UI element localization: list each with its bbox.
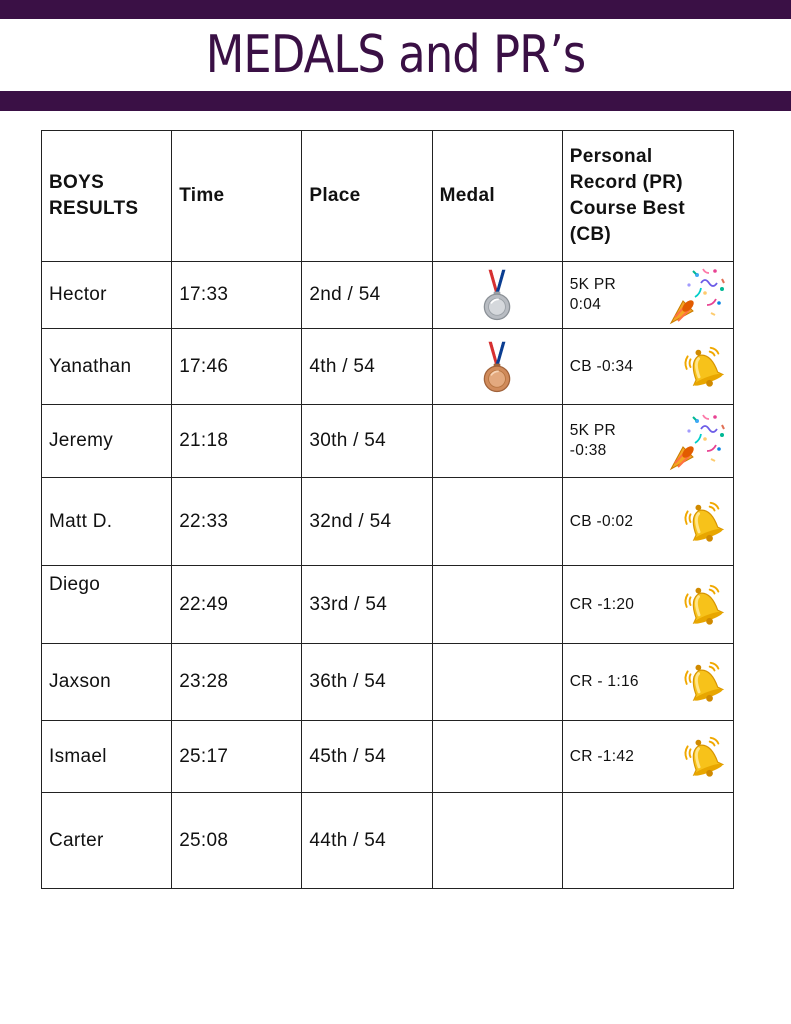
runner-place: 44th / 54 <box>302 793 432 889</box>
table-header-row <box>42 131 734 262</box>
pr-text <box>570 672 662 692</box>
runner-name: Matt D. <box>42 478 172 566</box>
pr-cell <box>562 478 733 566</box>
pr-cell <box>562 566 733 644</box>
table-row <box>42 262 734 329</box>
runner-name: Jaxson <box>42 644 172 721</box>
runner-place: 4th / 54 <box>302 329 432 405</box>
top-band <box>0 0 791 19</box>
table-row <box>42 644 734 721</box>
pr-line: CB -0:02 <box>569 512 634 530</box>
runner-time: 17:46 <box>172 329 302 405</box>
runner-place: 45th / 54 <box>302 721 432 793</box>
table-row <box>42 793 734 889</box>
bell-icon <box>679 498 727 546</box>
pr-line: CR -1:42 <box>569 747 635 765</box>
medal-cell <box>432 644 562 721</box>
pr-cell <box>562 721 733 793</box>
table-row <box>42 566 734 644</box>
header-place: Place <box>302 131 432 262</box>
medal-cell <box>432 262 562 329</box>
pr-line: 0:04 <box>569 296 602 313</box>
runner-time: 25:08 <box>172 793 302 889</box>
runner-time: 22:33 <box>172 478 302 566</box>
runner-name: Hector <box>42 262 172 329</box>
pr-text <box>570 275 662 315</box>
page-title: MEDALS and PR’s <box>205 25 586 85</box>
pr-line: -0:38 <box>569 442 607 459</box>
runner-name: Ismael <box>42 721 172 793</box>
medal-cell <box>432 405 562 478</box>
pr-text <box>570 512 662 532</box>
party-popper-icon <box>667 410 727 472</box>
pr-cell <box>562 329 733 405</box>
header-pr-line: Personal <box>569 146 653 167</box>
medal-cell <box>432 329 562 405</box>
pr-line: 5K PR <box>569 276 617 293</box>
header-name-line: RESULTS <box>49 198 139 219</box>
pr-line: 5K PR <box>569 422 617 439</box>
table-row <box>42 721 734 793</box>
header-pr <box>562 131 733 262</box>
bell-icon <box>679 581 727 629</box>
runner-time: 25:17 <box>172 721 302 793</box>
header-pr-line: (CB) <box>569 224 612 245</box>
pr-cell <box>562 262 733 329</box>
table-row <box>42 329 734 405</box>
pr-cell <box>562 644 733 721</box>
medal-cell <box>432 793 562 889</box>
runner-time: 22:49 <box>172 566 302 644</box>
runner-place: 33rd / 54 <box>302 566 432 644</box>
runner-name: Diego <box>42 566 172 644</box>
runner-name: Carter <box>42 793 172 889</box>
header-pr-line: Course Best <box>569 198 685 219</box>
header-name-line: BOYS <box>49 172 105 193</box>
pr-text <box>570 747 662 767</box>
pr-line: CR -1:20 <box>569 595 635 613</box>
header-pr-line: Record (PR) <box>569 172 683 193</box>
runner-place: 30th / 54 <box>302 405 432 478</box>
runner-place: 32nd / 54 <box>302 478 432 566</box>
pr-text <box>570 357 662 377</box>
pr-line: CR - 1:16 <box>569 673 639 690</box>
bell-icon <box>679 658 727 706</box>
medal-cell <box>432 721 562 793</box>
bottom-band <box>0 91 791 111</box>
runner-place: 2nd / 54 <box>302 262 432 329</box>
bell-icon <box>679 343 727 391</box>
pr-text <box>570 595 662 615</box>
header-medal: Medal <box>432 131 562 262</box>
table-row <box>42 478 734 566</box>
header-name <box>42 131 172 262</box>
table-row <box>42 405 734 478</box>
results-table <box>41 130 734 889</box>
runner-time: 17:33 <box>172 262 302 329</box>
pr-cell <box>562 793 733 889</box>
medal-cell <box>432 566 562 644</box>
header-time: Time <box>172 131 302 262</box>
bell-icon <box>679 733 727 781</box>
runner-place: 36th / 54 <box>302 644 432 721</box>
bronze-medal-icon <box>480 340 514 394</box>
pr-text <box>570 421 662 461</box>
pr-line: CB -0:34 <box>569 357 634 375</box>
medal-cell <box>432 478 562 566</box>
runner-time: 21:18 <box>172 405 302 478</box>
runner-name: Jeremy <box>42 405 172 478</box>
runner-name: Yanathan <box>42 329 172 405</box>
pr-cell <box>562 405 733 478</box>
silver-medal-icon <box>480 268 514 322</box>
party-popper-icon <box>667 264 727 326</box>
runner-time: 23:28 <box>172 644 302 721</box>
